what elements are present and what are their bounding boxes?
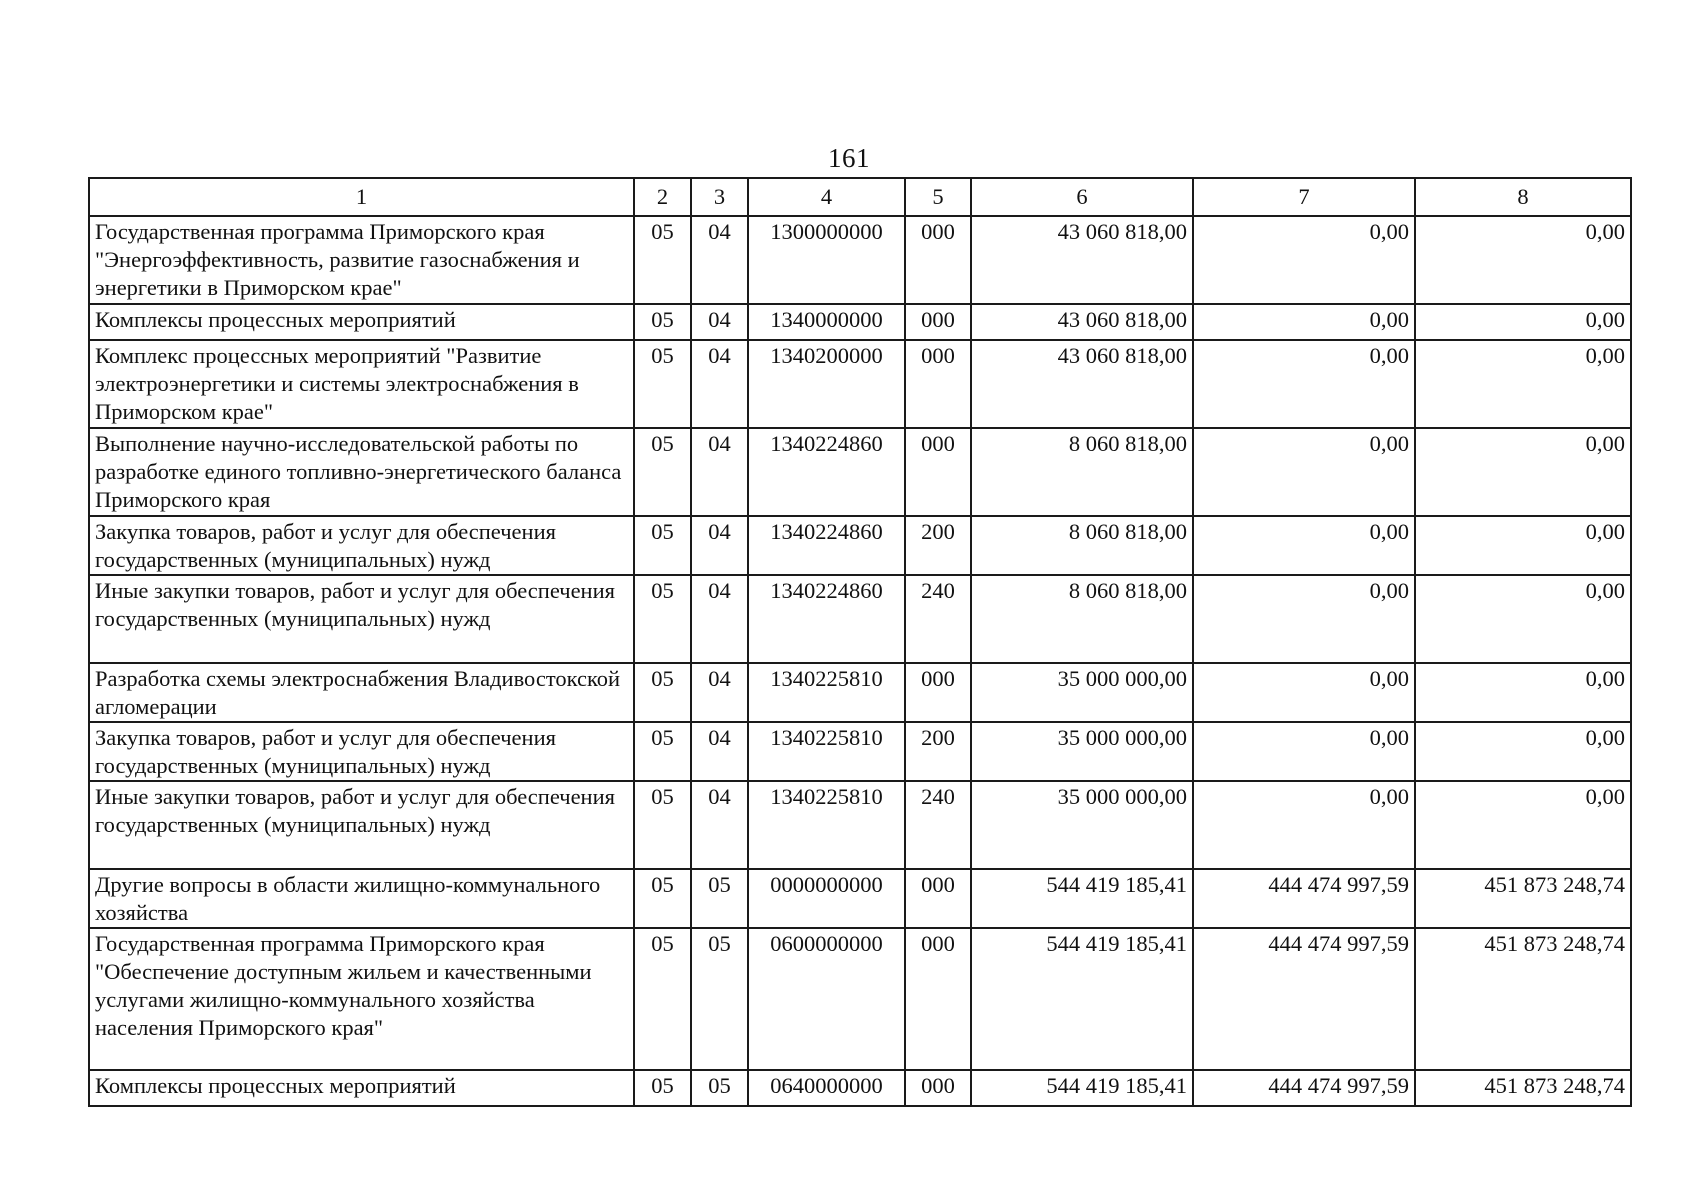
- expense-kind-code: 240: [905, 781, 971, 869]
- budget-table: [88, 177, 1632, 1107]
- row-name: Выполнение научно-исследовательской работы по разработке единого топливно-энергетического баланса Приморского края: [89, 428, 634, 516]
- section-code: 05: [634, 575, 691, 663]
- table-row: [89, 869, 1631, 928]
- subsection-code: 04: [691, 304, 748, 340]
- amount-col-6: 43 060 818,00: [971, 216, 1193, 304]
- subsection-code: 04: [691, 340, 748, 428]
- table-row: [89, 428, 1631, 516]
- subsection-code: 04: [691, 663, 748, 722]
- row-name: Государственная программа Приморского края "Обеспечение доступным жильем и качественными услугами жилищно-коммунального хозяйства населения Приморского края": [89, 928, 634, 1070]
- amount-col-8: 0,00: [1415, 340, 1631, 428]
- section-code: 05: [634, 516, 691, 575]
- amount-col-6: 544 419 185,41: [971, 869, 1193, 928]
- amount-col-6: 35 000 000,00: [971, 781, 1193, 869]
- section-code: 05: [634, 340, 691, 428]
- amount-col-7: 0,00: [1193, 516, 1415, 575]
- subsection-code: 04: [691, 781, 748, 869]
- amount-col-6: 35 000 000,00: [971, 663, 1193, 722]
- subsection-code: 04: [691, 575, 748, 663]
- amount-col-8: 0,00: [1415, 516, 1631, 575]
- subsection-code: 04: [691, 516, 748, 575]
- target-article-code: 0000000000: [748, 869, 905, 928]
- expense-kind-code: 000: [905, 663, 971, 722]
- expense-kind-code: 000: [905, 428, 971, 516]
- row-name: Разработка схемы электроснабжения Владивостокской агломерации: [89, 663, 634, 722]
- amount-col-6: 544 419 185,41: [971, 1070, 1193, 1106]
- amount-col-7: 0,00: [1193, 428, 1415, 516]
- subsection-code: 05: [691, 1070, 748, 1106]
- row-name: Закупка товаров, работ и услуг для обеспечения государственных (муниципальных) нужд: [89, 722, 634, 781]
- amount-col-8: 451 873 248,74: [1415, 928, 1631, 1070]
- table-row: [89, 781, 1631, 869]
- table-row: [89, 304, 1631, 340]
- amount-col-6: 43 060 818,00: [971, 340, 1193, 428]
- amount-col-8: 0,00: [1415, 216, 1631, 304]
- subsection-code: 05: [691, 869, 748, 928]
- amount-col-8: 451 873 248,74: [1415, 1070, 1631, 1106]
- section-code: 05: [634, 1070, 691, 1106]
- amount-col-6: 35 000 000,00: [971, 722, 1193, 781]
- section-code: 05: [634, 869, 691, 928]
- row-name: Комплексы процессных мероприятий: [89, 304, 634, 340]
- amount-col-8: 0,00: [1415, 722, 1631, 781]
- section-code: 05: [634, 928, 691, 1070]
- amount-col-7: 0,00: [1193, 340, 1415, 428]
- column-header: 5: [905, 178, 971, 216]
- amount-col-6: 8 060 818,00: [971, 516, 1193, 575]
- target-article-code: 1340224860: [748, 428, 905, 516]
- row-name: Комплексы процессных мероприятий: [89, 1070, 634, 1106]
- target-article-code: 1340224860: [748, 575, 905, 663]
- section-code: 05: [634, 722, 691, 781]
- subsection-code: 04: [691, 722, 748, 781]
- column-header: 4: [748, 178, 905, 216]
- column-header: 3: [691, 178, 748, 216]
- column-header: 1: [89, 178, 634, 216]
- expense-kind-code: 000: [905, 304, 971, 340]
- column-header: 6: [971, 178, 1193, 216]
- row-name: Иные закупки товаров, работ и услуг для обеспечения государственных (муниципальных) нужд: [89, 575, 634, 663]
- amount-col-6: 8 060 818,00: [971, 428, 1193, 516]
- table-row: [89, 1070, 1631, 1106]
- subsection-code: 04: [691, 216, 748, 304]
- amount-col-8: 0,00: [1415, 428, 1631, 516]
- table-row: [89, 516, 1631, 575]
- amount-col-8: 451 873 248,74: [1415, 869, 1631, 928]
- target-article-code: 1340224860: [748, 516, 905, 575]
- row-name: Другие вопросы в области жилищно-коммунального хозяйства: [89, 869, 634, 928]
- amount-col-7: 444 474 997,59: [1193, 1070, 1415, 1106]
- expense-kind-code: 000: [905, 1070, 971, 1106]
- row-name: Государственная программа Приморского края "Энергоэффективность, развитие газоснабжения и энергетики в Приморском крае": [89, 216, 634, 304]
- amount-col-7: 0,00: [1193, 575, 1415, 663]
- target-article-code: 0640000000: [748, 1070, 905, 1106]
- section-code: 05: [634, 428, 691, 516]
- column-header: 8: [1415, 178, 1631, 216]
- section-code: 05: [634, 304, 691, 340]
- amount-col-6: 43 060 818,00: [971, 304, 1193, 340]
- table-row: [89, 663, 1631, 722]
- amount-col-6: 8 060 818,00: [971, 575, 1193, 663]
- amount-col-7: 0,00: [1193, 663, 1415, 722]
- table-row: [89, 575, 1631, 663]
- amount-col-8: 0,00: [1415, 304, 1631, 340]
- target-article-code: 0600000000: [748, 928, 905, 1070]
- column-header: 7: [1193, 178, 1415, 216]
- amount-col-7: 444 474 997,59: [1193, 869, 1415, 928]
- expense-kind-code: 000: [905, 216, 971, 304]
- table-row: [89, 340, 1631, 428]
- amount-col-8: 0,00: [1415, 575, 1631, 663]
- section-code: 05: [634, 216, 691, 304]
- row-name: Закупка товаров, работ и услуг для обеспечения государственных (муниципальных) нужд: [89, 516, 634, 575]
- expense-kind-code: 000: [905, 869, 971, 928]
- expense-kind-code: 200: [905, 722, 971, 781]
- expense-kind-code: 000: [905, 928, 971, 1070]
- column-header: 2: [634, 178, 691, 216]
- amount-col-7: 0,00: [1193, 304, 1415, 340]
- amount-col-8: 0,00: [1415, 781, 1631, 869]
- amount-col-7: 0,00: [1193, 781, 1415, 869]
- expense-kind-code: 240: [905, 575, 971, 663]
- target-article-code: 1340200000: [748, 340, 905, 428]
- expense-kind-code: 200: [905, 516, 971, 575]
- target-article-code: 1340000000: [748, 304, 905, 340]
- amount-col-6: 544 419 185,41: [971, 928, 1193, 1070]
- amount-col-7: 444 474 997,59: [1193, 928, 1415, 1070]
- target-article-code: 1340225810: [748, 722, 905, 781]
- subsection-code: 05: [691, 928, 748, 1070]
- header-row: [89, 178, 1631, 216]
- table-row: [89, 928, 1631, 1070]
- target-article-code: 1300000000: [748, 216, 905, 304]
- page-number: 161: [828, 143, 870, 173]
- target-article-code: 1340225810: [748, 781, 905, 869]
- section-code: 05: [634, 781, 691, 869]
- table-row: [89, 722, 1631, 781]
- section-code: 05: [634, 663, 691, 722]
- row-name: Иные закупки товаров, работ и услуг для обеспечения государственных (муниципальных) нужд: [89, 781, 634, 869]
- amount-col-7: 0,00: [1193, 216, 1415, 304]
- row-name: Комплекс процессных мероприятий "Развитие электроэнергетики и системы электроснабжения в Приморском крае": [89, 340, 634, 428]
- amount-col-7: 0,00: [1193, 722, 1415, 781]
- subsection-code: 04: [691, 428, 748, 516]
- table-row: [89, 216, 1631, 304]
- target-article-code: 1340225810: [748, 663, 905, 722]
- expense-kind-code: 000: [905, 340, 971, 428]
- amount-col-8: 0,00: [1415, 663, 1631, 722]
